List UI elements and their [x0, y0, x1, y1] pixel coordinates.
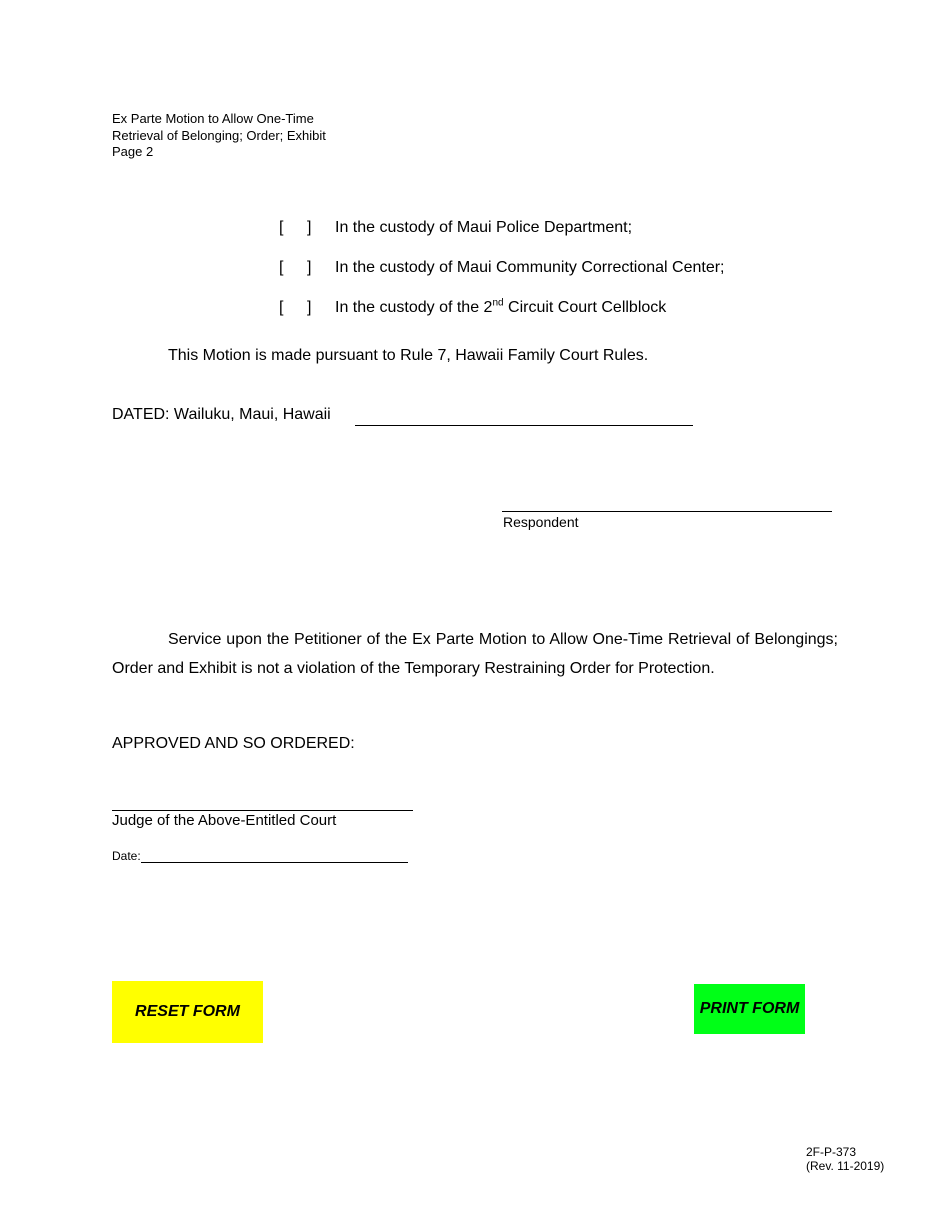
judge-label: Judge of the Above-Entitled Court	[112, 812, 337, 829]
custody-option-correctional-label: In the custody of Maui Community Correctional Center;	[335, 259, 725, 276]
custody-option-cellblock[interactable]	[279, 298, 666, 318]
respondent-signature-line[interactable]	[502, 511, 832, 512]
custody-option-cellblock-label: In the custody of the 2nd Circuit Court Cellblock	[335, 297, 667, 316]
page-number: Page 2	[112, 144, 154, 159]
checkbox-correctional[interactable]: [ ]	[279, 259, 312, 276]
form-number: 2F-P-373	[806, 1145, 857, 1159]
form-revision: (Rev. 11-2019)	[806, 1158, 885, 1173]
dated-label: DATED: Wailuku, Maui, Hawaii	[112, 406, 331, 423]
approval-heading: APPROVED AND SO ORDERED:	[112, 735, 355, 752]
judge-date-line[interactable]	[141, 862, 408, 863]
judge-signature-line[interactable]	[112, 810, 413, 811]
custody-option-police[interactable]	[279, 218, 632, 238]
print-form-button[interactable]: PRINT FORM	[694, 984, 805, 1034]
form-identifier	[806, 1146, 884, 1173]
motion-statement: This Motion is made pursuant to Rule 7, Hawaii Family Court Rules.	[168, 347, 649, 364]
checkbox-cellblock[interactable]: [ ]	[279, 299, 312, 316]
service-statement: Service upon the Petitioner of the Ex Parte Motion to Allow One-Time Retrieval of Belongings; Order and Exhibit is not a violation of the Temporary Restraining Order for Protection.	[112, 631, 838, 677]
date-label: Date:	[112, 849, 141, 863]
checkbox-police[interactable]: [ ]	[279, 219, 312, 236]
dated-input-line[interactable]	[355, 425, 693, 426]
reset-form-button[interactable]: RESET FORM	[112, 981, 263, 1043]
header-title-line1: Ex Parte Motion to Allow One-Time	[112, 111, 314, 126]
respondent-label: Respondent	[503, 514, 579, 530]
header-title-line2: Retrieval of Belonging; Order; Exhibit	[112, 127, 326, 143]
custody-option-police-label: In the custody of Maui Police Department;	[335, 219, 633, 236]
custody-option-correctional[interactable]	[279, 258, 725, 278]
document-header	[112, 111, 326, 161]
